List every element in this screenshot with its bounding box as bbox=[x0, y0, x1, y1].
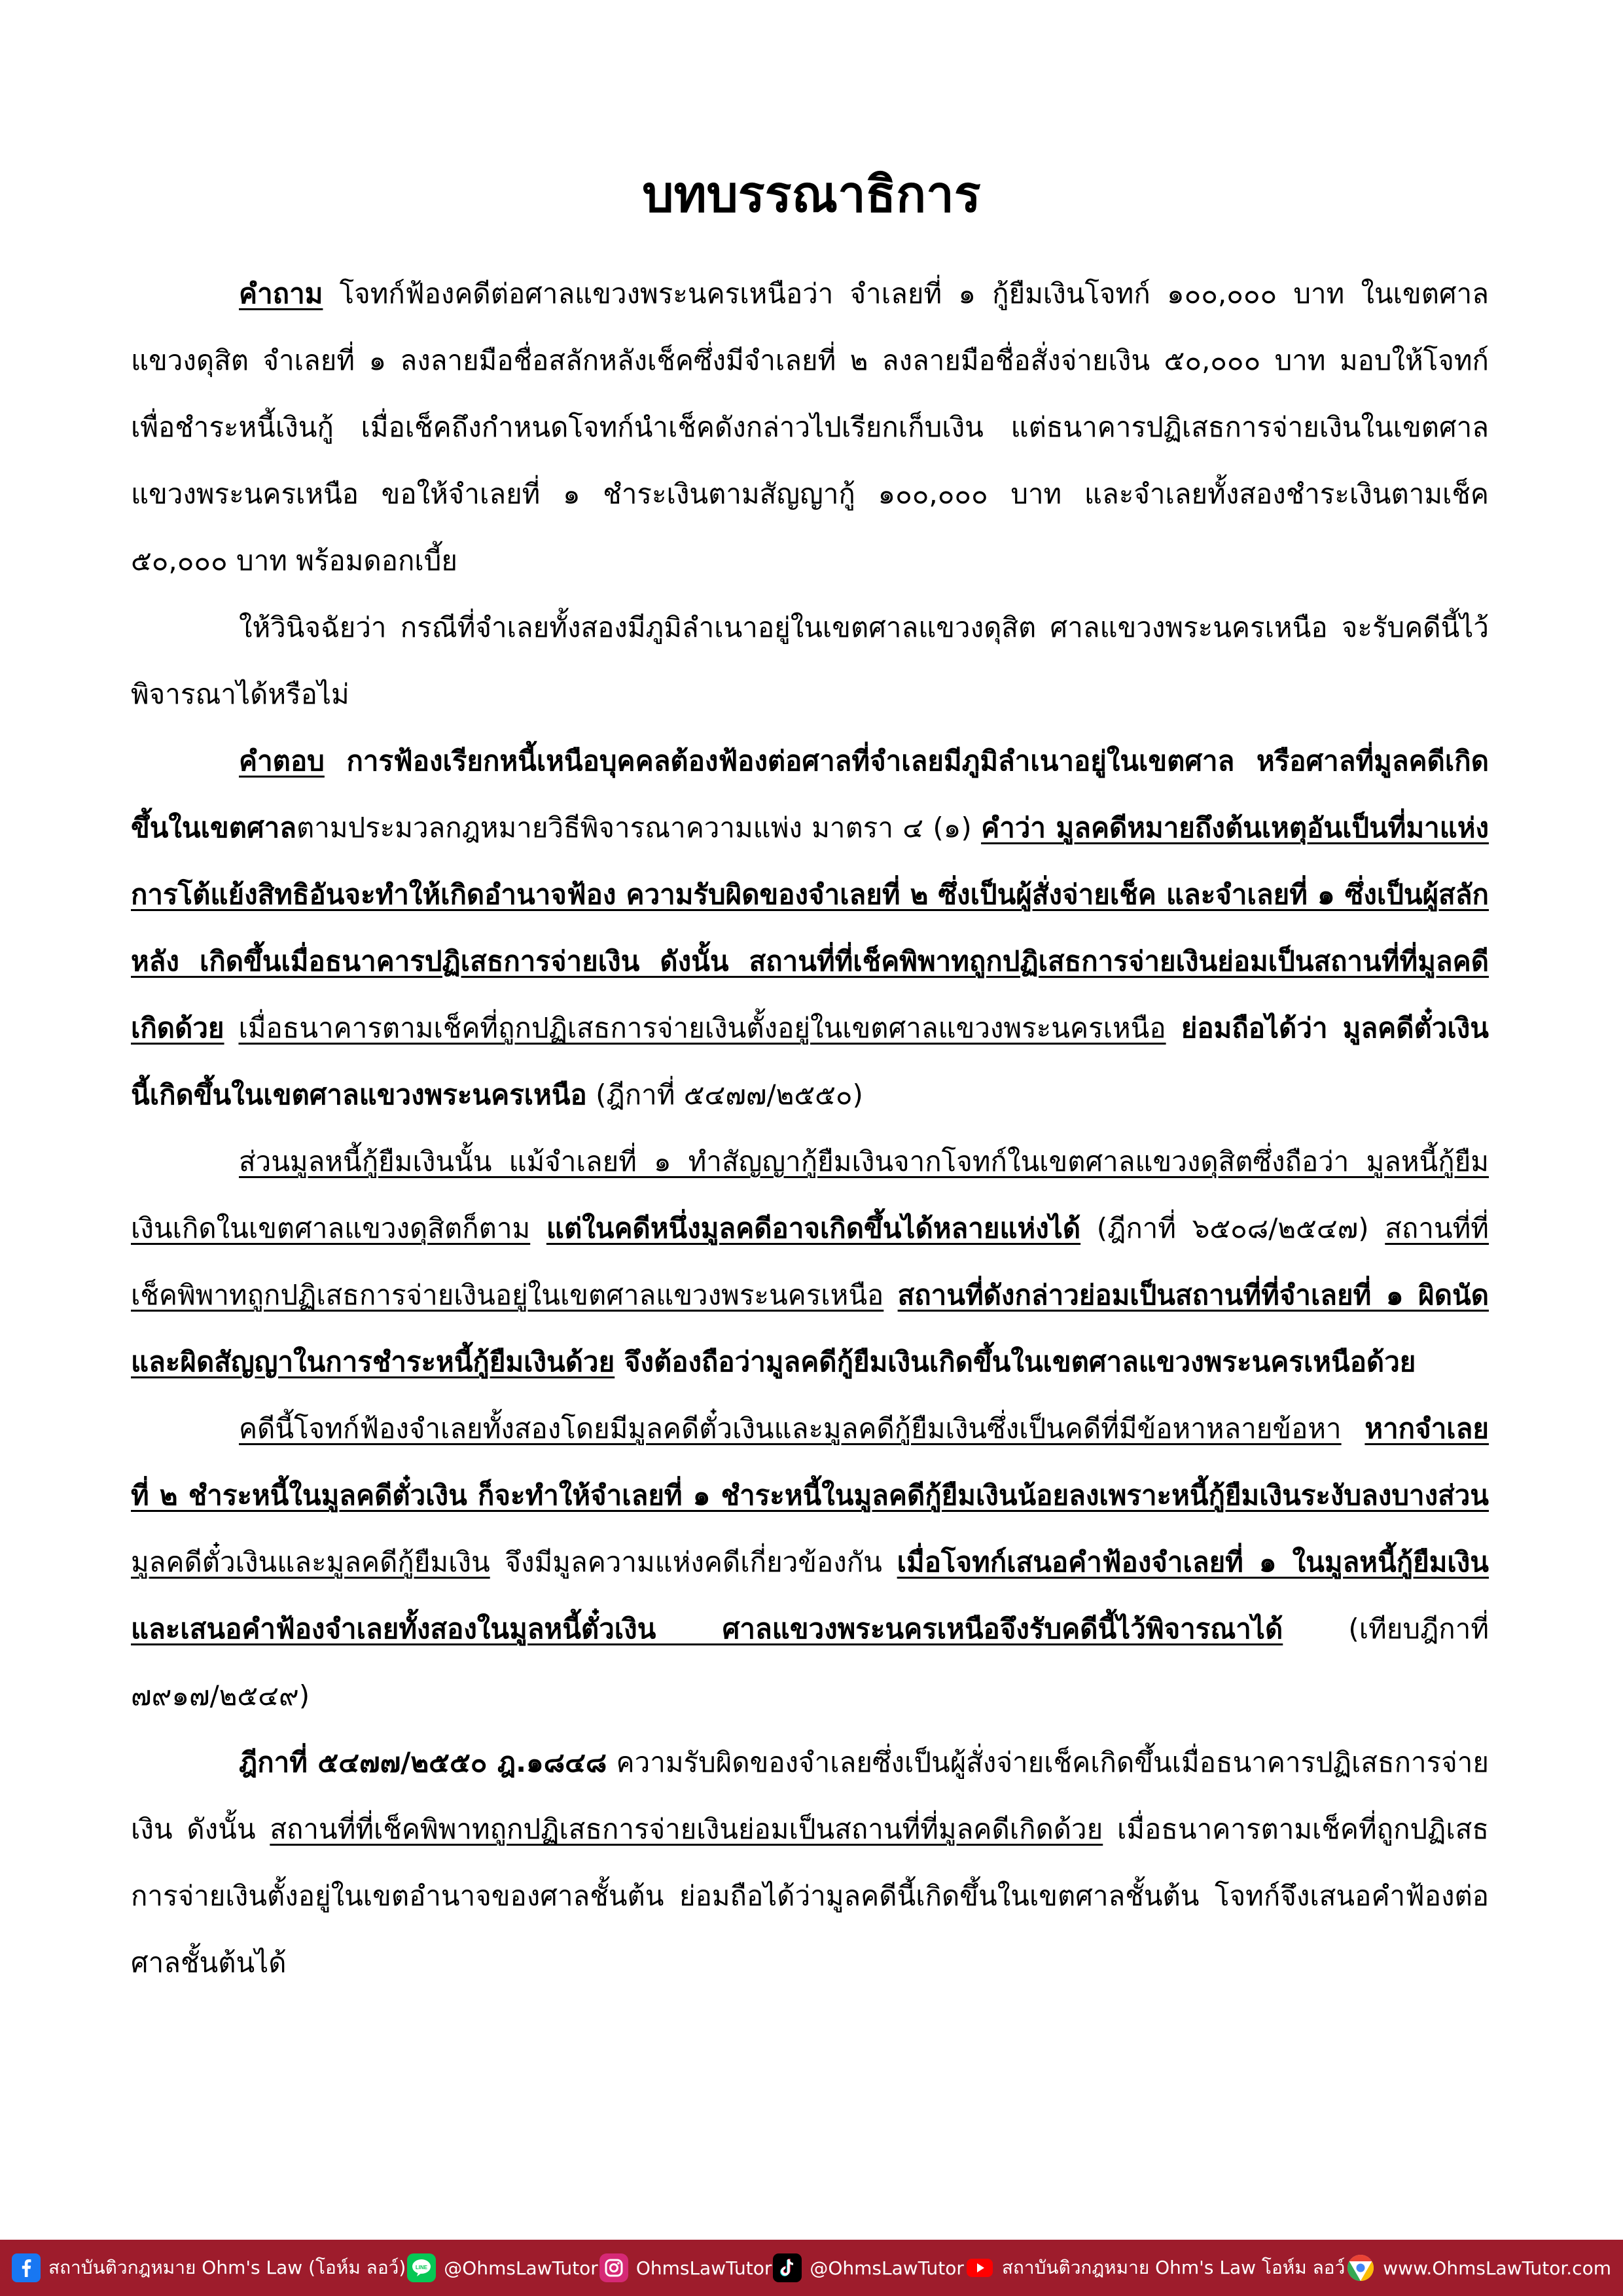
document-body bbox=[131, 260, 1489, 1996]
question-paragraph bbox=[131, 260, 1489, 594]
text-run: คดีนี้โจทก์ฟ้องจำเลยทั้งสองโดยมีมูลคดีตั๋วเงินและมูลคดีกู้ยืมเงินซึ่งเป็นคดีที่มีข้อหาหลายข้อหา bbox=[239, 1412, 1342, 1444]
text-run: โจทก์ฟ้องคดีต่อศาลแขวงพระนครเหนือว่า จำเลยที่ ๑ กู้ยืมเงินโจทก์ ๑๐๐,๐๐๐ บาท ในเขตศาลแขวงดุสิต จำเลยที่ ๑ ลงลายมือชื่อสลักหลังเช็คซึ่งมีจำเลยที่ ๒ ลงลายมือชื่อสั่งจ่ายเงิน ๕๐,๐๐๐ บาท มอบให้โจทก์เพื่อชำระหนี้เงินกู้ เมื่อเช็คถึงกำหนดโจทก์นำเช็คดังกล่าวไปเรียกเก็บเงิน แต่ธนาคารปฏิเสธการจ่ายเงินในเขตศาลแขวงพระนครเหนือ ขอให้จำเลยที่ ๑ ชำระเงินตามสัญญากู้ ๑๐๐,๐๐๐ บาท และจำเลยทั้งสองชำระเงินตามเช็ค ๕๐,๐๐๐ บาท พร้อมดอกเบี้ย bbox=[131, 278, 1489, 577]
page-title: บทบรรณาธิการ bbox=[642, 165, 981, 223]
text-run bbox=[1342, 1412, 1365, 1444]
footer-facebook-label: สถาบันติวกฎหมาย Ohm's Law (โอห์ม ลอว์) bbox=[48, 2257, 406, 2278]
footer-line-label: @OhmsLawTutor bbox=[444, 2257, 598, 2279]
text-run: (ฎีกาที่ ๖๕๐๘/๒๕๔๗) bbox=[1080, 1212, 1385, 1244]
conclusion-paragraph bbox=[131, 1395, 1489, 1729]
text-run: สถานที่ที่เช็คพิพาทถูกปฏิเสธการจ่ายเงินอยู่ในเขตศาลแขวงพระนครเหนือ bbox=[131, 1212, 1489, 1311]
facebook-icon bbox=[12, 2253, 41, 2282]
text-run: หากจำเลยที่ ๒ ชำระหนี้ในมูลคดีตั๋วเงิน ก็จะทำให้จำเลยที่ ๑ ชำระหนี้ในมูลคดีกู้ยืมเงินน้อยลงเพราะหนี้กู้ยืมเงินระงับลงบางส่วน bbox=[131, 1412, 1489, 1511]
text-run: ให้วินิจฉัยว่า กรณีที่จำเลยทั้งสองมีภูมิลำเนาอยู่ในเขตศาลแขวงดุสิต ศาลแขวงพระนครเหนือ จะรับคดีนี้ไว้พิจารณาได้หรือไม่ bbox=[131, 611, 1489, 710]
ruling-paragraph bbox=[131, 1729, 1489, 1996]
text-run: จึงมีมูลความแห่งคดีเกี่ยวข้องกัน bbox=[490, 1546, 897, 1578]
text-run: (เทียบฎีกาที่ ๗๙๑๗/๒๕๔๙) bbox=[131, 1613, 1489, 1712]
text-run: คำถาม bbox=[239, 278, 323, 310]
footer-youtube-label: สถาบันติวกฎหมาย Ohm's Law โอห์ม ลอว์ bbox=[1001, 2257, 1346, 2278]
footer-facebook-link[interactable] bbox=[12, 2253, 406, 2282]
text-run: สถานที่ดังกล่าวย่อมเป็นสถานที่ที่จำเลยที่ ๑ ผิดนัดและผิดสัญญาในการชำระหนี้กู้ยืมเงินด้วย bbox=[131, 1279, 1489, 1378]
footer-tiktok-link[interactable] bbox=[773, 2253, 964, 2282]
text-run: จึงต้องถือว่ามูลคดีกู้ยืมเงินเกิดขึ้นในเขตศาลแขวงพระนครเหนือด้วย bbox=[615, 1346, 1416, 1378]
youtube-icon bbox=[965, 2253, 994, 2282]
text-run bbox=[530, 1212, 546, 1244]
instagram-icon bbox=[599, 2253, 628, 2282]
text-run bbox=[224, 1012, 239, 1044]
text-run: ฎีกาที่ ๕๔๗๗/๒๕๕๐ ฎ.๑๘๔๘ bbox=[239, 1746, 607, 1778]
footer-youtube-link[interactable] bbox=[965, 2253, 1345, 2282]
footer-website-link[interactable] bbox=[1346, 2253, 1611, 2282]
footer-instagram-label: OhmsLawTutor bbox=[635, 2257, 772, 2279]
footer-instagram-link[interactable] bbox=[599, 2253, 772, 2282]
text-run: มูลคดีตั๋วเงินและมูลคดีกู้ยืมเงิน bbox=[131, 1546, 490, 1578]
text-run: แต่ในคดีหนึ่งมูลคดีอาจเกิดขึ้นได้หลายแห่งได้ bbox=[546, 1212, 1081, 1244]
text-run: ความรับผิดของจำเลยซึ่งเป็นผู้สั่งจ่ายเช็คเกิดขึ้นเมื่อธนาคารปฏิเสธการจ่ายเงิน ดังนั้น bbox=[131, 1746, 1489, 1845]
chrome-icon bbox=[1346, 2253, 1375, 2282]
question-paragraph-2 bbox=[131, 594, 1489, 728]
answer-paragraph bbox=[131, 728, 1489, 1128]
text-run bbox=[883, 1279, 897, 1311]
text-run: เมื่อโจทก์เสนอคำฟ้องจำเลยที่ ๑ ในมูลหนี้กู้ยืมเงินและเสนอคำฟ้องจำเลยทั้งสองในมูลหนี้ตั๋วเงิน ศาลแขวงพระนครเหนือจึงรับคดีนี้ไว้พิจารณาได้ bbox=[131, 1546, 1489, 1645]
text-run: ส่วนมูลหนี้กู้ยืมเงินนั้น แม้จำเลยที่ ๑ ทำสัญญากู้ยืมเงินจากโจทก์ในเขตศาลแขวงดุสิตซึ่งถือว่า มูลหนี้กู้ยืมเงินเกิดในเขตศาลแขวงดุสิตก็ตาม bbox=[131, 1145, 1489, 1244]
footer-website-label: www.OhmsLawTutor.com bbox=[1383, 2257, 1611, 2279]
text-run: สถานที่ที่เช็คพิพาทถูกปฏิเสธการจ่ายเงินย่อมเป็นสถานที่ที่มูลคดีเกิดด้วย bbox=[270, 1813, 1103, 1845]
svg-text:LINE: LINE bbox=[416, 2265, 428, 2270]
text-run: ตามประมวลกฎหมายวิธีพิจารณาความแพ่ง มาตรา ๔ (๑) bbox=[296, 812, 982, 844]
text-run: คำว่า มูลคดีหมายถึงต้นเหตุอันเป็นที่มาแห่งการโต้แย้งสิทธิอันจะทำให้เกิดอำนาจฟ้อง ความรับผิดของจำเลยที่ ๒ ซึ่งเป็นผู้สั่งจ่ายเช็ค และจำเลยที่ ๑ ซึ่งเป็นผู้สลักหลัง เกิดขึ้นเมื่อธนาคารปฏิเสธการจ่ายเงิน ดังนั้น สถานที่ที่เช็คพิพาทถูกปฏิเสธการจ่ายเงินย่อมเป็นสถานที่ที่มูลคดีเกิดด้วย bbox=[131, 812, 1489, 1044]
text-run: คำตอบ bbox=[239, 745, 325, 777]
text-run: (ฎีกาที่ ๕๔๗๗/๒๕๕๐) bbox=[586, 1079, 863, 1111]
tiktok-icon bbox=[773, 2253, 802, 2282]
footer-line-link[interactable] bbox=[407, 2253, 598, 2282]
loan-paragraph bbox=[131, 1128, 1489, 1395]
text-run: ย่อมถือได้ว่า มูลคดีตั๋วเงินนี้เกิดขึ้นในเขตศาลแขวงพระนครเหนือ bbox=[131, 1012, 1489, 1111]
text-run: การฟ้องเรียกหนี้เหนือบุคคลต้องฟ้องต่อศาลที่จำเลยมีภูมิลำเนาอยู่ในเขตศาล หรือศาลที่มูลคดีเกิดขึ้นในเขตศาล bbox=[131, 745, 1489, 844]
line-icon bbox=[407, 2253, 436, 2282]
text-run: เมื่อธนาคารตามเช็คที่ถูกปฏิเสธการจ่ายเงินตั้งอยู่ในเขตศาลแขวงพระนครเหนือ bbox=[238, 1012, 1166, 1044]
text-run: เมื่อธนาคารตามเช็คที่ถูกปฏิเสธการจ่ายเงินตั้งอยู่ในเขตอำนาจของศาลชั้นต้น ย่อมถือได้ว่ามูลคดีนี้เกิดขึ้นในเขตศาลชั้นต้น โจทก์จึงเสนอคำฟ้องต่อศาลชั้นต้นได้ bbox=[131, 1813, 1489, 1979]
footer-bar bbox=[0, 2240, 1623, 2296]
footer-tiktok-label: @OhmsLawTutor bbox=[810, 2257, 964, 2279]
